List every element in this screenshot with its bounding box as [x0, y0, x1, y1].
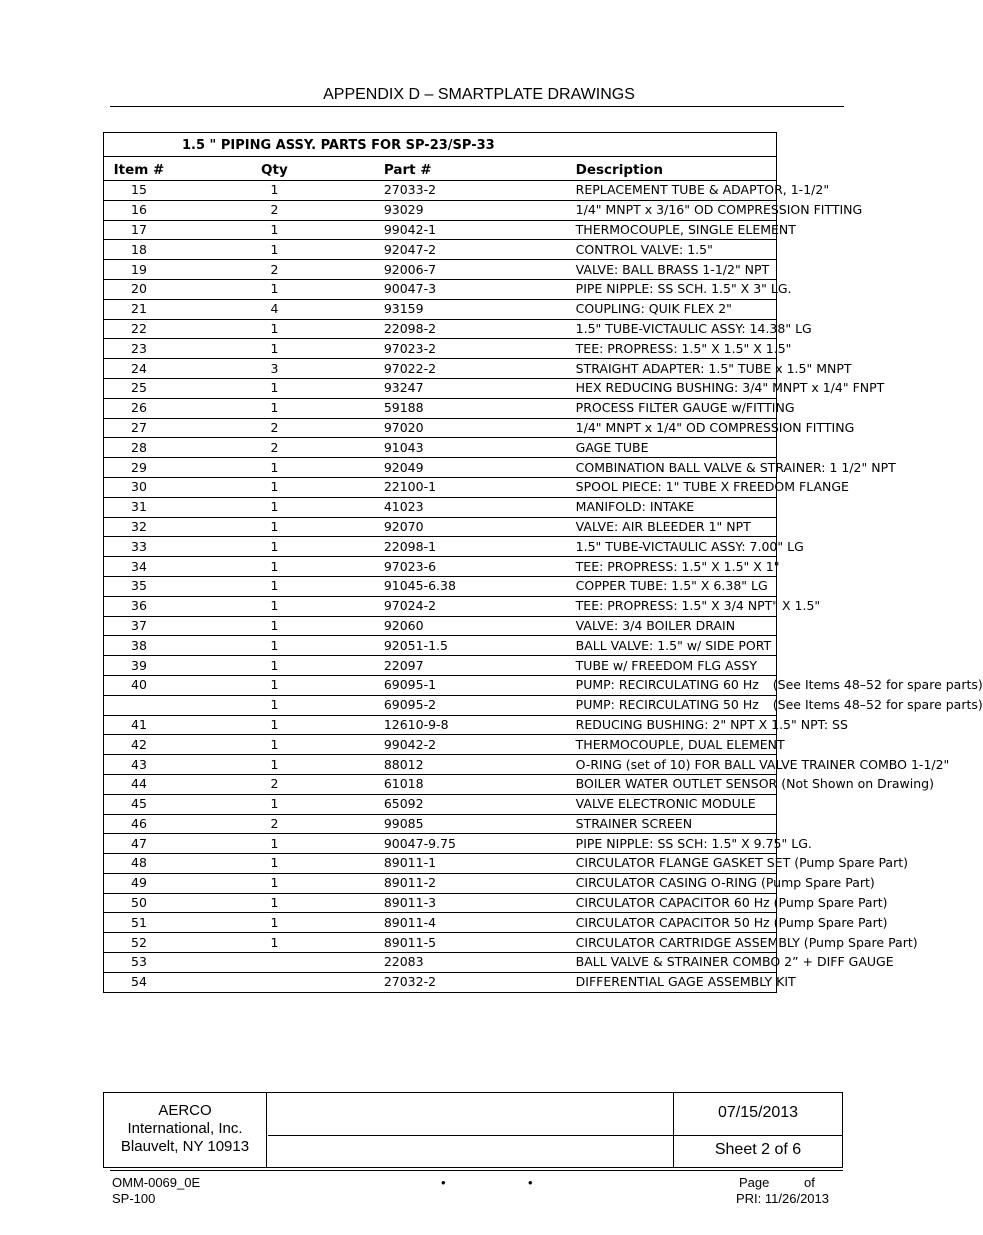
description-cell [575, 200, 863, 220]
description-text: CONTROL VALVE: 1.5" [575, 241, 713, 257]
part-number-cell: 27032-2 [375, 972, 576, 992]
qty-cell: 1 [174, 279, 375, 299]
description-text: THERMOCOUPLE, DUAL ELEMENT [575, 736, 785, 752]
table-row [104, 339, 777, 359]
qty-cell: 1 [174, 319, 375, 339]
description-text: CIRCULATOR CASING O-RING (Pump Spare Part) [575, 875, 875, 891]
qty-cell: 1 [174, 596, 375, 616]
qty-cell: 1 [174, 913, 375, 933]
description-cell [575, 953, 894, 973]
description-cell [575, 972, 796, 992]
description-cell [576, 616, 777, 636]
company-name-line2: International, Inc. [127, 1120, 243, 1137]
item-number-cell: 20 [104, 279, 175, 299]
item-number-cell: 24 [104, 359, 175, 379]
table-row [104, 398, 777, 418]
description-cell [575, 873, 875, 893]
bullet-marker: • [441, 1175, 446, 1190]
description-text: COPPER TUBE: 1.5" X 6.38" LG [575, 578, 768, 594]
description-text: VALVE: AIR BLEEDER 1" NPT [575, 518, 751, 534]
part-number-cell: 22098-1 [375, 537, 576, 557]
item-number-cell: 36 [104, 596, 175, 616]
table-row [104, 656, 777, 676]
qty-cell: 1 [174, 854, 375, 874]
part-number-cell: 22097 [375, 656, 576, 676]
part-number-cell: 92047-2 [375, 240, 576, 260]
item-number-cell: 25 [104, 378, 175, 398]
qty-cell: 1 [174, 755, 375, 775]
part-number-cell: 92060 [375, 616, 576, 636]
description-cell [575, 477, 849, 497]
description-cell [575, 596, 821, 616]
item-number-cell: 29 [104, 458, 175, 478]
column-header-part: Part # [375, 157, 576, 181]
description-cell [575, 675, 983, 695]
qty-cell: 1 [174, 933, 375, 953]
description-cell [576, 240, 777, 260]
title-block [103, 1092, 843, 1168]
description-cell [575, 220, 796, 240]
part-number-cell: 90047-9.75 [375, 834, 576, 854]
description-text: VALVE: BALL BRASS 1-1/2" NPT [575, 261, 770, 277]
description-text: BALL VALVE: 1.5" w/ SIDE PORT [575, 637, 772, 653]
item-number-cell: 40 [104, 675, 175, 695]
qty-cell: 1 [174, 695, 375, 715]
description-text: CIRCULATOR FLANGE GASKET SET (Pump Spare Part) [575, 855, 909, 871]
description-text: VALVE ELECTRONIC MODULE [575, 796, 756, 812]
table-row [104, 200, 777, 220]
table-row [104, 735, 777, 755]
page-label: Page [739, 1175, 770, 1190]
table-row [104, 675, 777, 695]
item-number-cell: 42 [104, 735, 175, 755]
description-cell [575, 893, 888, 913]
description-text: TUBE w/ FREEDOM FLG ASSY [575, 657, 758, 673]
qty-cell: 1 [174, 735, 375, 755]
item-number-cell [104, 695, 175, 715]
item-number-cell: 50 [104, 893, 175, 913]
item-number-cell: 49 [104, 873, 175, 893]
table-row [104, 260, 777, 280]
footer-divider [110, 1170, 843, 1171]
header-divider [110, 106, 844, 107]
description-cell [575, 537, 804, 557]
qty-cell: 2 [174, 200, 375, 220]
qty-cell [174, 972, 375, 992]
qty-cell: 2 [174, 438, 375, 458]
table-row [104, 873, 777, 893]
item-number-cell: 48 [104, 854, 175, 874]
qty-cell [174, 953, 375, 973]
description-cell [576, 636, 777, 656]
part-number-cell: 65092 [375, 794, 576, 814]
part-number-cell: 89011-1 [375, 854, 576, 874]
item-number-cell: 47 [104, 834, 175, 854]
qty-cell: 1 [174, 537, 375, 557]
description-text: HEX REDUCING BUSHING: 3/4" MNPT x 1/4" FNPT [575, 380, 885, 396]
qty-cell: 1 [174, 557, 375, 577]
column-header-item: Item # [104, 157, 175, 181]
table-row [104, 418, 777, 438]
qty-cell: 1 [174, 675, 375, 695]
page-header-title: APPENDIX D – SMARTPLATE DRAWINGS [323, 86, 635, 103]
item-number-cell: 31 [104, 497, 175, 517]
of-label: of [804, 1175, 815, 1190]
sheet-number: Sheet 2 of 6 [714, 1141, 802, 1158]
description-cell [576, 794, 777, 814]
part-number-cell: 22100-1 [375, 477, 576, 497]
qty-cell: 1 [174, 576, 375, 596]
table-header-row [104, 157, 777, 181]
qty-cell: 1 [174, 873, 375, 893]
table-row [104, 953, 777, 973]
item-number-cell: 51 [104, 913, 175, 933]
item-number-cell: 43 [104, 755, 175, 775]
column-header-description: Description [576, 157, 777, 181]
qty-cell: 2 [174, 774, 375, 794]
table-row [104, 458, 777, 478]
qty-cell: 1 [174, 181, 375, 201]
part-number-cell: 41023 [375, 497, 576, 517]
description-text: MANIFOLD: INTAKE [575, 499, 695, 515]
part-number-cell: 90047-3 [375, 279, 576, 299]
description-text: 1.5" TUBE-VICTAULIC ASSY: 7.00" LG [575, 538, 804, 554]
item-number-cell: 33 [104, 537, 175, 557]
company-block [104, 1093, 267, 1167]
qty-cell: 2 [174, 814, 375, 834]
item-number-cell: 27 [104, 418, 175, 438]
part-number-cell: 61018 [375, 774, 576, 794]
qty-cell: 1 [174, 220, 375, 240]
item-number-cell: 44 [104, 774, 175, 794]
part-number-cell: 99042-1 [375, 220, 576, 240]
description-note: (See Items 48–52 for spare parts) [772, 697, 983, 713]
description-cell [575, 774, 934, 794]
company-name: AERCO [158, 1102, 212, 1119]
description-text: PUMP: RECIRCULATING 50 Hz [575, 697, 759, 713]
table-row [104, 794, 777, 814]
description-text: REPLACEMENT TUBE & ADAPTOR, 1-1/2" [575, 182, 830, 198]
table-row [104, 497, 777, 517]
description-text: CIRCULATOR CAPACITOR 50 Hz (Pump Spare Part) [575, 914, 888, 930]
description-text: GAGE TUBE [575, 439, 649, 455]
part-number-cell: 89011-5 [375, 933, 576, 953]
qty-cell: 1 [174, 497, 375, 517]
description-cell [576, 656, 777, 676]
description-text: BALL VALVE & STRAINER COMBO 2” + DIFF GAUGE [575, 954, 894, 970]
table-row [104, 715, 777, 735]
part-number-cell: 59188 [375, 398, 576, 418]
description-cell [575, 913, 888, 933]
table-row [104, 616, 777, 636]
part-number-cell: 93159 [375, 299, 576, 319]
table-row [104, 636, 777, 656]
qty-cell: 1 [174, 378, 375, 398]
item-number-cell: 17 [104, 220, 175, 240]
part-number-cell: 92051-1.5 [375, 636, 576, 656]
description-cell [575, 339, 792, 359]
description-text: PIPE NIPPLE: SS SCH. 1.5" X 3" LG. [575, 281, 792, 297]
part-number-cell: 12610-9-8 [375, 715, 576, 735]
part-number-cell: 69095-2 [375, 695, 576, 715]
item-number-cell: 19 [104, 260, 175, 280]
item-number-cell: 35 [104, 576, 175, 596]
description-text: O-RING (set of 10) FOR BALL VALVE TRAINER COMBO 1-1/2" [575, 756, 950, 772]
part-number-cell: 99042-2 [375, 735, 576, 755]
part-number-cell: 92070 [375, 517, 576, 537]
qty-cell: 1 [174, 477, 375, 497]
description-text: TEE: PROPRESS: 1.5" X 3/4 NPT" X 1.5" [575, 598, 821, 614]
description-text: TEE: PROPRESS: 1.5" X 1.5" X 1.5" [575, 340, 792, 356]
description-text: CIRCULATOR CARTRIDGE ASSEMBLY (Pump Spare Part) [575, 934, 918, 950]
table-row [104, 596, 777, 616]
qty-cell: 2 [174, 260, 375, 280]
pri-date: PRI: 11/26/2013 [736, 1191, 829, 1206]
table-row [104, 359, 777, 379]
table-row [104, 933, 777, 953]
table-row [104, 319, 777, 339]
description-cell [576, 438, 777, 458]
part-number-cell: 89011-3 [375, 893, 576, 913]
part-number-cell: 22098-2 [375, 319, 576, 339]
qty-cell: 1 [174, 517, 375, 537]
description-cell [576, 576, 777, 596]
description-text: STRAIGHT ADAPTER: 1.5" TUBE x 1.5" MNPT [575, 360, 852, 376]
description-cell [575, 359, 852, 379]
description-cell [576, 497, 777, 517]
part-number-cell: 97020 [375, 418, 576, 438]
doc-number: OMM-0069_0E [112, 1175, 201, 1190]
table-row [104, 774, 777, 794]
qty-cell: 1 [174, 339, 375, 359]
part-number-cell: 97022-2 [375, 359, 576, 379]
company-address: Blauvelt, NY 10913 [120, 1138, 250, 1155]
item-number-cell: 53 [104, 953, 175, 973]
description-cell [575, 181, 830, 201]
description-cell [576, 299, 777, 319]
qty-cell: 1 [174, 794, 375, 814]
table-row [104, 913, 777, 933]
description-text: 1/4" MNPT x 1/4" OD COMPRESSION FITTING [575, 419, 855, 435]
description-text: CIRCULATOR CAPACITOR 60 Hz (Pump Spare Part) [575, 895, 888, 911]
table-row [104, 755, 777, 775]
table-title-row [104, 133, 777, 157]
description-text: PROCESS FILTER GAUGE w/FITTING [575, 400, 795, 416]
description-cell [575, 398, 795, 418]
description-cell [575, 695, 983, 715]
description-text: PUMP: RECIRCULATING 60 Hz [575, 677, 759, 693]
description-cell [575, 557, 780, 577]
drawing-date: 07/15/2013 [717, 1104, 799, 1121]
description-cell [575, 854, 909, 874]
qty-cell: 1 [174, 398, 375, 418]
column-header-qty: Qty [174, 157, 375, 181]
description-text: STRAINER SCREEN [575, 815, 693, 831]
table-title: 1.5 " PIPING ASSY. PARTS FOR SP-23/SP-33 [182, 138, 495, 153]
item-number-cell: 54 [104, 972, 175, 992]
part-number-cell: 69095-1 [375, 675, 576, 695]
table-row [104, 695, 777, 715]
parts-table [103, 132, 983, 993]
description-text: DIFFERENTIAL GAGE ASSEMBLY KIT [575, 974, 796, 990]
qty-cell: 1 [174, 616, 375, 636]
part-number-cell: 27033-2 [375, 181, 576, 201]
item-number-cell: 41 [104, 715, 175, 735]
table-row [104, 972, 777, 992]
part-number-cell: 97023-2 [375, 339, 576, 359]
description-text: VALVE: 3/4 BOILER DRAIN [575, 617, 736, 633]
title-block-divider [268, 1135, 842, 1136]
item-number-cell: 22 [104, 319, 175, 339]
part-number-cell: 91043 [375, 438, 576, 458]
table-row [104, 537, 777, 557]
table-row [104, 299, 777, 319]
item-number-cell: 28 [104, 438, 175, 458]
part-number-cell: 92049 [375, 458, 576, 478]
description-text: COUPLING: QUIK FLEX 2" [575, 301, 732, 317]
qty-cell: 1 [174, 834, 375, 854]
description-note: (See Items 48–52 for spare parts) [772, 677, 983, 693]
part-number-cell: 93247 [375, 378, 576, 398]
item-number-cell: 21 [104, 299, 175, 319]
part-number-cell: 89011-4 [375, 913, 576, 933]
item-number-cell: 38 [104, 636, 175, 656]
item-number-cell: 32 [104, 517, 175, 537]
description-text: THERMOCOUPLE, SINGLE ELEMENT [575, 221, 796, 237]
table-row [104, 517, 777, 537]
description-text: PIPE NIPPLE: SS SCH: 1.5" X 9.75" LG. [575, 835, 812, 851]
qty-cell: 1 [174, 715, 375, 735]
description-cell [575, 418, 855, 438]
table-row [104, 814, 777, 834]
description-text: SPOOL PIECE: 1" TUBE X FREEDOM FLANGE [575, 479, 849, 495]
description-text: BOILER WATER OUTLET SENSOR (Not Shown on Drawing) [575, 776, 934, 792]
qty-cell: 1 [174, 893, 375, 913]
table-row [104, 220, 777, 240]
part-number-cell: 22083 [375, 953, 576, 973]
table-row [104, 557, 777, 577]
qty-cell: 2 [174, 418, 375, 438]
description-cell [575, 458, 896, 478]
bullet-marker: • [528, 1175, 533, 1190]
part-number-cell: 97023-6 [375, 557, 576, 577]
qty-cell: 4 [174, 299, 375, 319]
model-number: SP-100 [112, 1191, 156, 1206]
item-number-cell: 18 [104, 240, 175, 260]
part-number-cell: 92006-7 [375, 260, 576, 280]
item-number-cell: 16 [104, 200, 175, 220]
item-number-cell: 37 [104, 616, 175, 636]
item-number-cell: 52 [104, 933, 175, 953]
qty-cell: 1 [174, 458, 375, 478]
description-text: TEE: PROPRESS: 1.5" X 1.5" X 1" [575, 558, 780, 574]
item-number-cell: 26 [104, 398, 175, 418]
qty-cell: 1 [174, 636, 375, 656]
table-row [104, 854, 777, 874]
part-number-cell: 88012 [375, 755, 576, 775]
table-row [104, 181, 777, 201]
qty-cell: 3 [174, 359, 375, 379]
part-number-cell: 91045-6.38 [375, 576, 576, 596]
description-cell [575, 933, 918, 953]
part-number-cell: 93029 [375, 200, 576, 220]
description-cell [575, 279, 792, 299]
item-number-cell: 45 [104, 794, 175, 814]
description-cell [576, 814, 777, 834]
item-number-cell: 34 [104, 557, 175, 577]
part-number-cell: 99085 [375, 814, 576, 834]
item-number-cell: 23 [104, 339, 175, 359]
table-row [104, 240, 777, 260]
description-cell [575, 715, 848, 735]
description-text: COMBINATION BALL VALVE & STRAINER: 1 1/2" NPT [575, 459, 896, 475]
table-row [104, 279, 777, 299]
item-number-cell: 30 [104, 477, 175, 497]
description-text: REDUCING BUSHING: 2" NPT X 1.5" NPT: SS [575, 716, 848, 732]
description-cell [576, 517, 777, 537]
description-cell [575, 735, 785, 755]
description-cell [576, 260, 777, 280]
description-text: 1/4" MNPT x 3/16" OD COMPRESSION FITTING [575, 202, 863, 218]
item-number-cell: 15 [104, 181, 175, 201]
item-number-cell: 39 [104, 656, 175, 676]
table-row [104, 477, 777, 497]
table-row [104, 438, 777, 458]
table-row [104, 576, 777, 596]
table-row [104, 834, 777, 854]
qty-cell: 1 [174, 656, 375, 676]
description-cell [575, 319, 812, 339]
description-cell [575, 834, 812, 854]
table-row [104, 893, 777, 913]
table-row [104, 378, 777, 398]
description-cell [575, 378, 885, 398]
part-number-cell: 97024-2 [375, 596, 576, 616]
description-cell [575, 755, 950, 775]
qty-cell: 1 [174, 240, 375, 260]
description-text: 1.5" TUBE-VICTAULIC ASSY: 14.38" LG [575, 320, 812, 336]
part-number-cell: 89011-2 [375, 873, 576, 893]
item-number-cell: 46 [104, 814, 175, 834]
